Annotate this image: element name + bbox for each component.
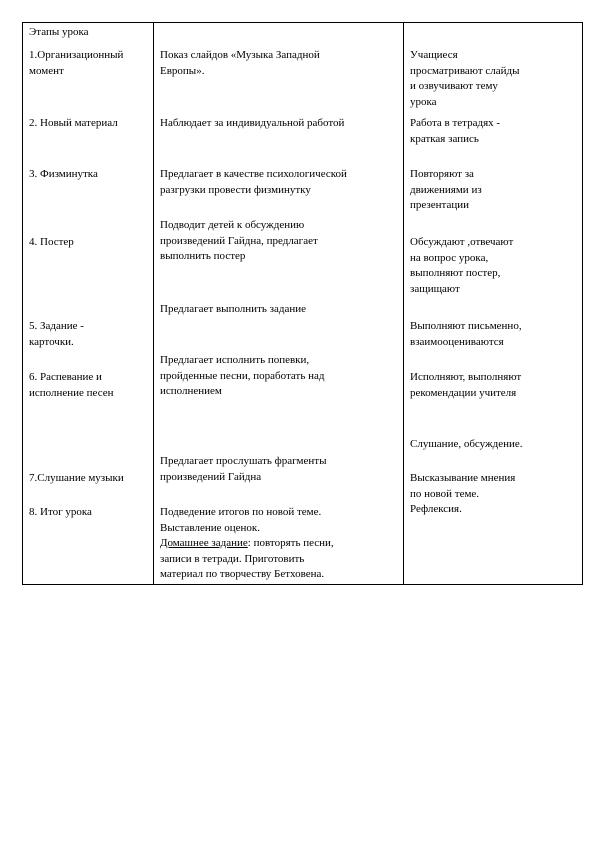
lesson-stages-table xyxy=(22,22,583,585)
teacher-activity-cell: Показ слайдов «Музыка Западной Европы». xyxy=(160,49,320,77)
teacher-activity-cell: Наблюдает за индивидуальной работой xyxy=(160,117,345,129)
teacher-activity-cell: Предлагает выполнить задание xyxy=(160,303,307,315)
table-header-stages: Этапы урока xyxy=(29,26,89,38)
student-activity-cell: Выполняют письменно, взаимооцениваются xyxy=(410,320,522,348)
student-activity-cell: Высказывание мнения по новой теме. Рефлексия. xyxy=(410,472,516,515)
student-activity-cell: Повторяют за движениями из презентации xyxy=(410,168,482,211)
stage-cell: 6. Распевание и исполнение песен xyxy=(29,371,114,399)
column-divider xyxy=(403,23,404,584)
summary-text: Подведение итогов по новой теме. Выставление оценок. xyxy=(160,506,322,534)
teacher-activity-cell: Подводит детей к обсуждению произведений Гайдна, предлагает выполнить постер xyxy=(160,219,318,262)
teacher-activity-cell: Предлагает в качестве психологической разгрузки провести физминутку xyxy=(160,168,347,196)
homework-label: Домашнее задание xyxy=(160,537,248,549)
stage-cell: 3. Физминутка xyxy=(29,168,98,180)
student-activity-cell: Слушание, обсуждение. xyxy=(410,438,523,450)
stage-cell: 7.Слушание музыки xyxy=(29,472,124,484)
teacher-activity-cell: Предлагает прослушать фрагменты произведений Гайдна xyxy=(160,455,327,483)
homework-text: : повторять песни, записи в тетради. Приготовить материал по творчеству Бетховена. xyxy=(160,537,334,580)
student-activity-cell: Обсуждают ,отвечают на вопрос урока, выполняют постер, защищают xyxy=(410,236,514,295)
stage-cell: 8. Итог урока xyxy=(29,506,92,518)
stage-cell: 4. Постер xyxy=(29,236,74,248)
student-activity-cell: Исполняют, выполняют рекомендации учителя xyxy=(410,371,522,399)
stage-cell: 5. Задание - карточки. xyxy=(29,320,84,348)
stage-cell: 2. Новый материал xyxy=(29,117,118,129)
column-divider xyxy=(153,23,154,584)
student-activity-cell: Работа в тетрадях - краткая запись xyxy=(410,117,501,145)
student-activity-cell: Учащиеся просматривают слайды и озвучивают тему урока xyxy=(410,49,520,108)
stage-cell: 1.Организационный момент xyxy=(29,49,124,77)
teacher-activity-cell: Предлагает исполнить попевки, пройденные песни, поработать над исполнением xyxy=(160,354,325,397)
teacher-activity-cell xyxy=(160,505,400,583)
